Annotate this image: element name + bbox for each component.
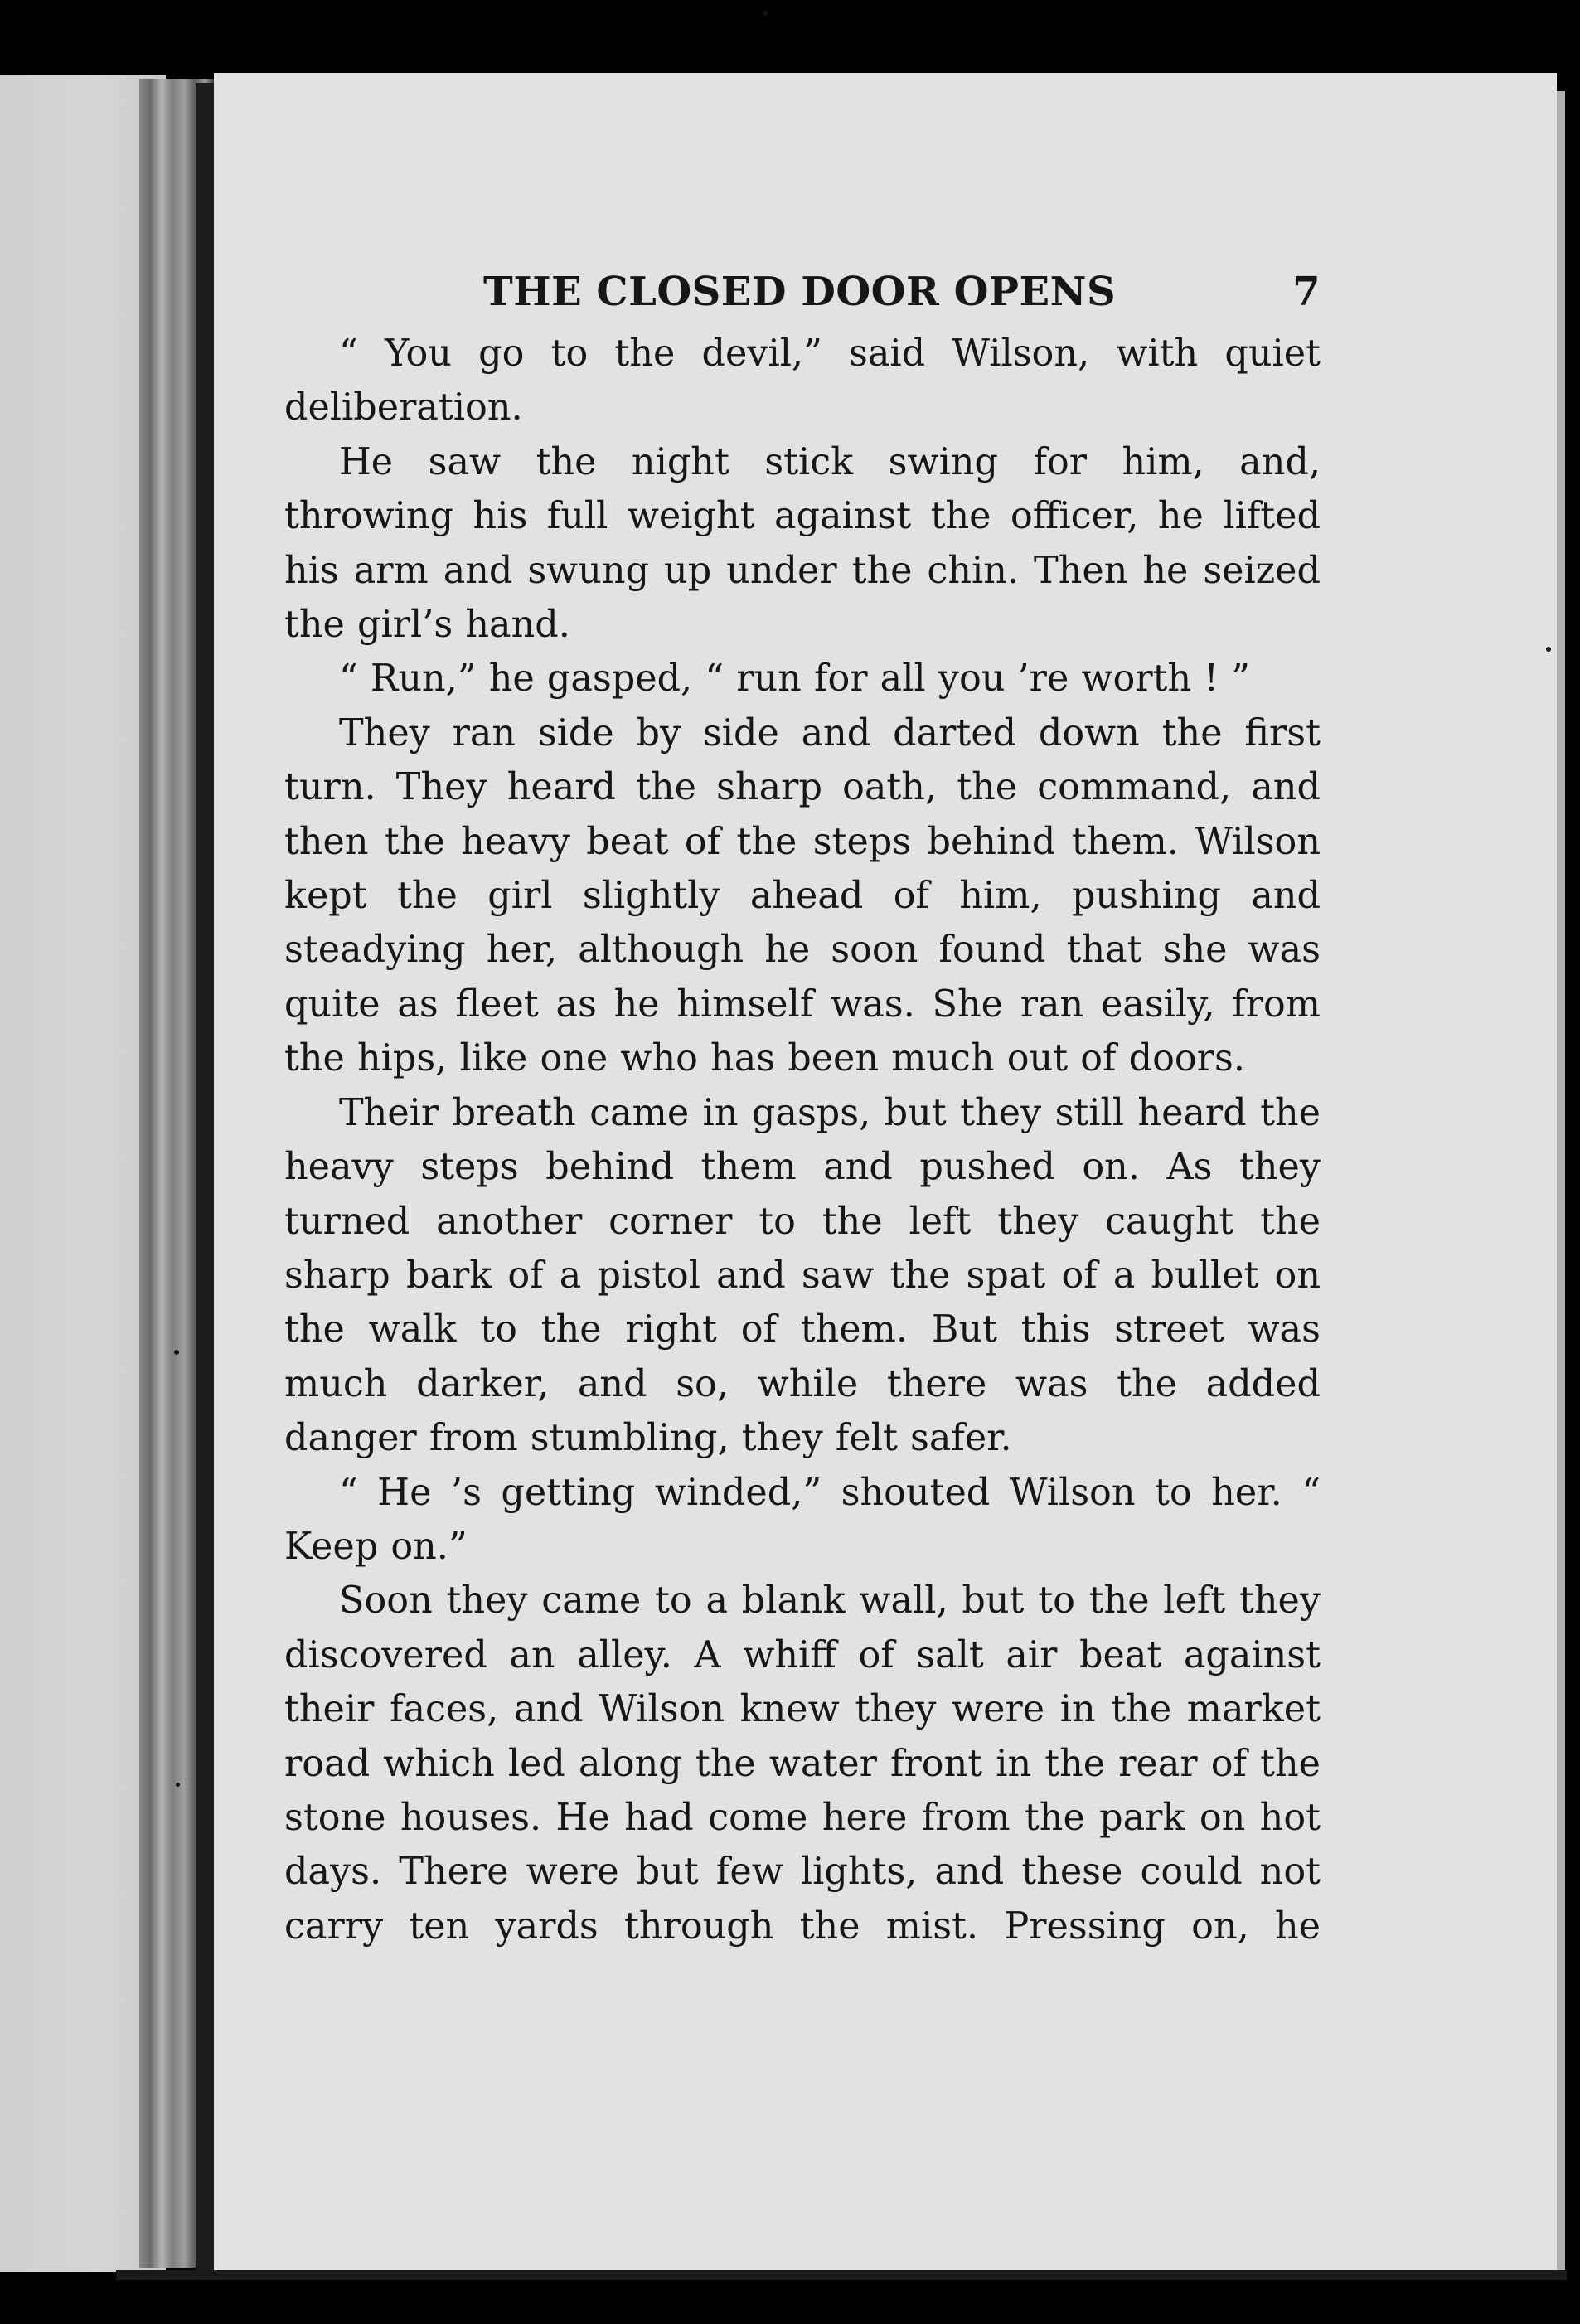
page-text	[284, 264, 1321, 1953]
paragraph: “ You go to the devil,” said Wilson, with quiet deliberation.	[284, 332, 1321, 429]
paragraph: “ Run,” he gasped, “ run for all you ’re worth ! ”	[339, 657, 1251, 701]
page-bottom-shadow	[116, 2270, 1567, 2280]
scan-speck	[176, 1783, 180, 1787]
paragraph: He saw the night stick swing for him, and, throwing his full weight against the officer, he lifted his arm and swung up under the chin. Then he seized the girl’s hand.	[284, 440, 1321, 647]
paragraph: They ran side by side and darted down the first turn. They heard the sharp oath, the command, and then the heavy beat of the steps behind them. Wilson kept the girl slightly ahead of him, pushing and steadying her, although he soon found that she was quite as fleet as he himself was. She ran easily, from the hips, like one who has been much out of doors.	[284, 711, 1321, 1080]
scan-speck	[1546, 647, 1551, 652]
running-title: THE CLOSED DOOR OPENS	[483, 269, 1117, 315]
scan-speck	[174, 1350, 179, 1355]
gutter-shadow	[196, 83, 214, 2272]
page-right-edge	[1557, 91, 1565, 2280]
scan-speck	[763, 10, 768, 16]
paragraph: “ He ’s getting winded,” shouted Wilson to her. “ Keep on.”	[284, 1471, 1321, 1568]
paragraph: Soon they came to a blank wall, but to the left they discovered an alley. A whiff of salt air beat against their faces, and Wilson knew they were in the market road which led along the water front in the rear of the stone houses. He had come here from the park on hot days. There were but few lights, and these could not carry ten yards through the mist. Pressing on, he	[284, 1579, 1321, 1948]
page-number: 7	[1292, 269, 1321, 315]
paragraph: Their breath came in gasps, but they still heard the heavy steps behind them and pushed on. As they turned another corner to the left they caught the sharp bark of a pistol and saw the spat of a bullet on the walk to the right of them. But this street was much darker, and so, while there was the added danger from stumbling, they felt safer.	[284, 1091, 1321, 1460]
running-head	[284, 264, 1321, 327]
